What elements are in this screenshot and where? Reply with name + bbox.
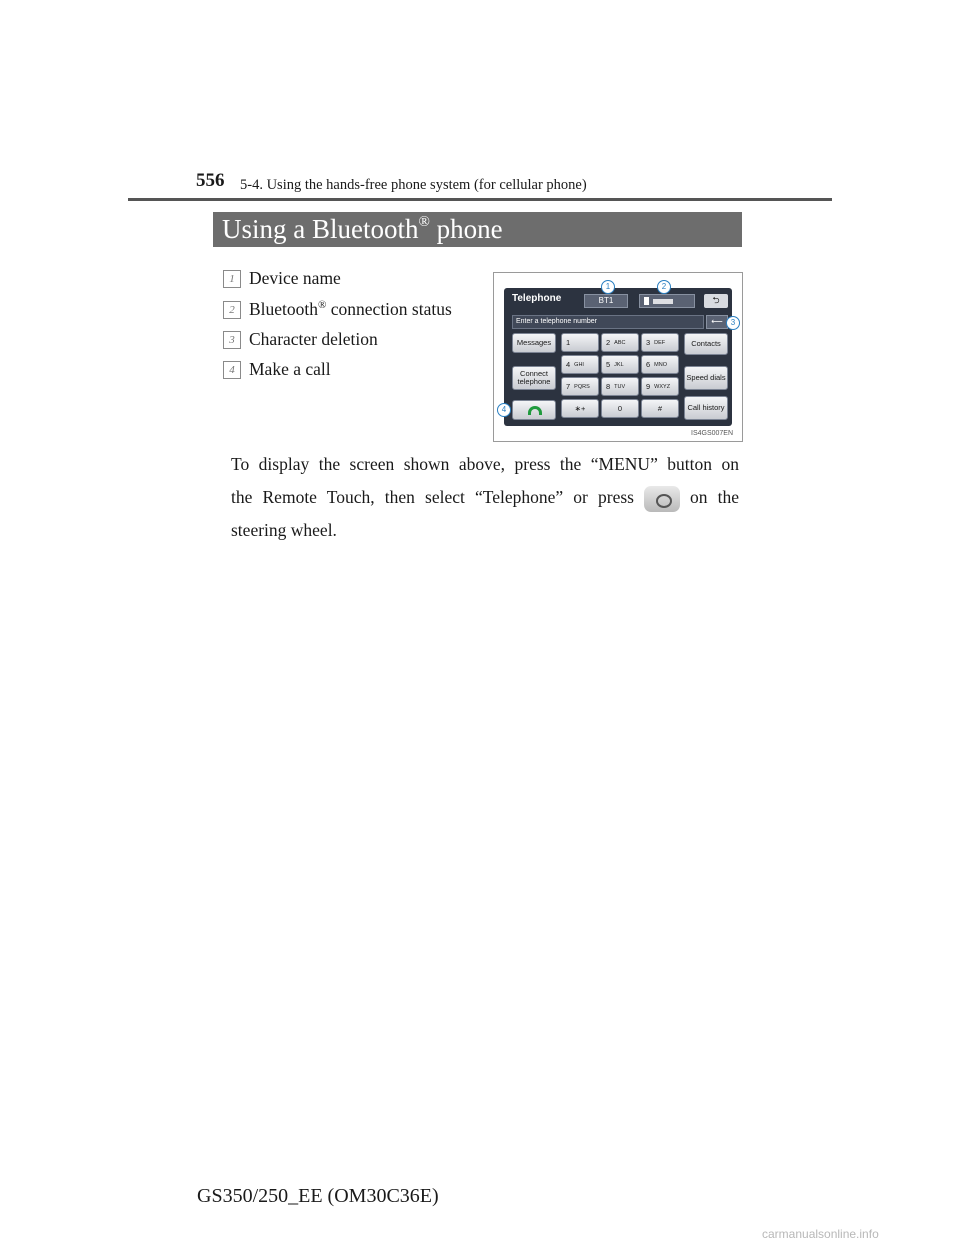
- section-header: 5-4. Using the hands-free phone system (for cellular phone): [240, 177, 587, 193]
- back-arrow-icon: ⮌: [704, 294, 728, 308]
- keypad-key: [641, 377, 679, 396]
- device-name-field: BT1: [584, 294, 628, 308]
- keypad-key: [601, 333, 639, 352]
- paragraph-line-2: [231, 481, 739, 514]
- steering-telephone-switch-icon: [644, 486, 680, 512]
- messages-button: Messages: [512, 333, 556, 353]
- key-digit: 4: [566, 359, 571, 369]
- speed-dials-button: Speed dials: [684, 366, 728, 390]
- callout-marker-3: 3: [726, 316, 740, 330]
- footer-model: GS350/250_EE (OM30C36E): [197, 1185, 439, 1207]
- callout-text-2: [249, 299, 452, 320]
- bluetooth-status-indicator: [639, 294, 695, 308]
- callout-number-3: 3: [223, 331, 241, 349]
- key-letters: TUV: [614, 383, 626, 390]
- keypad-key: [601, 377, 639, 396]
- callout-text-3: Character deletion: [249, 329, 378, 349]
- screen-title: Telephone: [512, 293, 562, 304]
- key-digit: 0: [617, 403, 623, 413]
- keypad-key: [561, 355, 599, 374]
- key-digit: ∗+: [574, 403, 586, 413]
- page-number: 556: [196, 170, 225, 191]
- key-digit: 9: [646, 381, 651, 391]
- handset-icon: [528, 406, 542, 415]
- callout-marker-1: 1: [601, 280, 615, 294]
- callout-text-1: Device name: [249, 268, 341, 288]
- key-letters: ABC: [614, 339, 626, 346]
- callout-number-2: 2: [223, 301, 241, 319]
- key-digit: 2: [606, 337, 611, 347]
- watermark: carmanualsonline.info: [762, 1227, 879, 1241]
- telephone-screen: [504, 288, 732, 426]
- paragraph-line-3: steering wheel.: [231, 520, 337, 540]
- key-digit: 5: [606, 359, 611, 369]
- call-history-button: Call history: [684, 396, 728, 420]
- contacts-button: Contacts: [684, 333, 728, 355]
- paragraph-line-2-before: the Remote Touch, then select “Telephone” or press: [231, 487, 634, 507]
- key-digit: 3: [646, 337, 651, 347]
- image-code: IS4GS007EN: [691, 430, 734, 437]
- callout-text-4: Make a call: [249, 359, 331, 379]
- paragraph-line-2-after: on the: [689, 487, 739, 507]
- key-letters: DEF: [654, 339, 666, 346]
- bluetooth-icon: [644, 297, 649, 305]
- telephone-number-input: Enter a telephone number: [512, 315, 704, 329]
- key-digit: 1: [566, 337, 571, 347]
- callout-item-2: [223, 299, 452, 320]
- callout-marker-4: 4: [497, 403, 511, 417]
- key-digit: 7: [566, 381, 571, 391]
- connect-telephone-button: Connect telephone: [512, 366, 556, 390]
- callout-marker-2: 2: [657, 280, 671, 294]
- signal-strength-icon: [653, 299, 673, 304]
- keypad-key: [561, 399, 599, 418]
- callout-registered-mark: ®: [318, 299, 327, 312]
- key-letters: WXYZ: [654, 383, 671, 390]
- callout-number-4: 4: [223, 361, 241, 379]
- registered-mark: ®: [418, 214, 430, 230]
- callout-item-4: [223, 359, 331, 380]
- title-text-before: Using a Bluetooth: [222, 214, 419, 244]
- keypad-key: [641, 333, 679, 352]
- callout-text-2-after: connection status: [326, 299, 452, 319]
- call-button: [512, 400, 556, 420]
- keypad-key: [641, 399, 679, 418]
- key-digit: 6: [646, 359, 651, 369]
- callout-number-1: 1: [223, 270, 241, 288]
- keypad-key: [601, 399, 639, 418]
- paragraph-line-1: To display the screen shown above, press the “MENU” button on: [231, 454, 739, 474]
- telephone-screenshot: [493, 272, 743, 442]
- callout-item-3: [223, 329, 378, 350]
- keypad-key: [641, 355, 679, 374]
- key-letters: JKL: [614, 361, 624, 368]
- key-digit: #: [657, 403, 663, 413]
- key-letters: PQRS: [574, 383, 590, 390]
- title-text-after: phone: [429, 214, 503, 244]
- instruction-paragraph: [231, 448, 739, 547]
- backspace-arrow-icon: ⟵: [706, 315, 728, 329]
- keypad-key: [601, 355, 639, 374]
- callout-item-1: [223, 268, 341, 289]
- key-letters: MNO: [654, 361, 668, 368]
- keypad-key: [561, 377, 599, 396]
- keypad-key: [561, 333, 599, 352]
- section-title: [213, 212, 742, 247]
- key-letters: GHI: [574, 361, 584, 368]
- key-digit: 8: [606, 381, 611, 391]
- callout-text-2-before: Bluetooth: [249, 299, 319, 319]
- header-rule: [128, 198, 832, 201]
